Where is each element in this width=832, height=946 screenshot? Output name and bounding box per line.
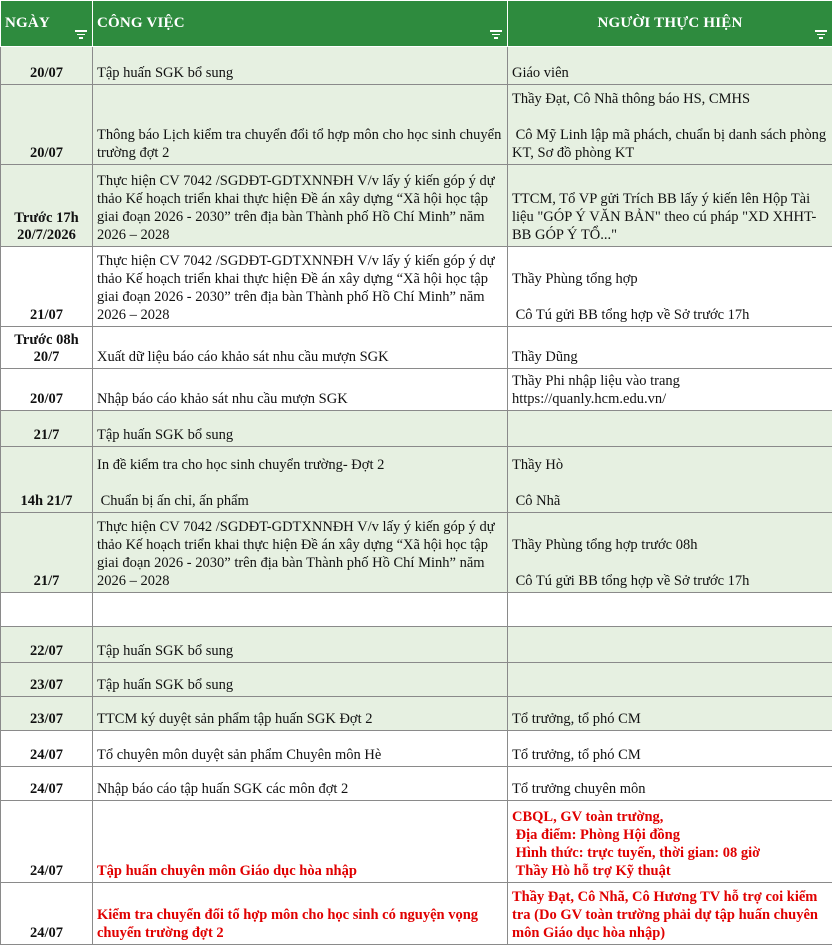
task-text: Thực hiện CV 7042 /SGDĐT-GDTXNNĐH V/v lấy ý kiến góp ý dự thảo Kế hoạch triển khai thực hiện Đề án xây dựng “Xã hội học tập giai đoạn 2026 - 2030” trên địa bàn Thành phố Hồ Chí Minh” năm 2026 – 2028 xyxy=(97,173,499,243)
assignee-cell[interactable] xyxy=(508,731,832,767)
table-row xyxy=(1,513,832,593)
assignee-cell[interactable] xyxy=(508,447,832,513)
task-cell[interactable] xyxy=(93,369,508,411)
task-cell[interactable] xyxy=(93,883,508,945)
task-cell[interactable] xyxy=(93,447,508,513)
assignee-cell[interactable] xyxy=(508,85,832,165)
assignee-text: Thầy Hò xyxy=(512,457,564,473)
task-text: Thực hiện CV 7042 /SGDĐT-GDTXNNĐH V/v lấy ý kiến góp ý dự thảo Kế hoạch triển khai thực hiện Đề án xây dựng “Xã hội học tập giai đoạn 2026 - 2030” trên địa bàn Thành phố Hồ Chí Minh” năm 2026 – 2028 xyxy=(97,253,499,323)
assignee-text: Tổ trưởng chuyên môn xyxy=(512,781,646,797)
date-cell[interactable]: 21/07 xyxy=(1,247,93,327)
assignee-text: Thầy Phi nhập liệu vào trang https://quanly.hcm.edu.vn/ xyxy=(512,373,684,407)
header-row xyxy=(1,1,832,47)
assignee-cell[interactable] xyxy=(508,327,832,369)
assignee-text: Thầy Dũng xyxy=(512,349,578,365)
assignee-text: Hình thức: trực tuyến, thời gian: 08 giờ xyxy=(512,845,761,861)
task-text: Tập huấn SGK bổ sung xyxy=(97,427,234,443)
assignee-text: Thầy Hò hỗ trợ Kỹ thuật xyxy=(512,863,671,879)
table-row xyxy=(1,47,832,85)
table-row xyxy=(1,663,832,697)
assignee-text: Thầy Đạt, Cô Nhã thông báo HS, CMHS xyxy=(512,91,751,107)
table-row xyxy=(1,369,832,411)
assignee-text: Thầy Phùng tổng hợp xyxy=(512,271,638,287)
assignee-cell[interactable] xyxy=(508,663,832,697)
task-cell[interactable] xyxy=(93,627,508,663)
date-cell[interactable]: 23/07 xyxy=(1,697,93,731)
assignee-cell[interactable] xyxy=(508,697,832,731)
assignee-text: Địa điểm: Phòng Hội đồng xyxy=(512,827,680,843)
assignee-cell[interactable] xyxy=(508,801,832,883)
table-row xyxy=(1,85,832,165)
date-cell[interactable]: 24/07 xyxy=(1,767,93,801)
task-cell[interactable] xyxy=(93,513,508,593)
assignee-text: Cô Nhã xyxy=(512,493,561,509)
task-text: Tập huấn SGK bổ sung xyxy=(97,65,234,81)
task-text: Tập huấn SGK bổ sung xyxy=(97,677,234,693)
assignee-text: Tổ trưởng, tổ phó CM xyxy=(512,711,641,727)
filter-dropdown-icon[interactable] xyxy=(74,28,88,40)
date-cell[interactable]: 24/07 xyxy=(1,883,93,945)
assignee-text: CBQL, GV toàn trường, xyxy=(512,809,664,825)
table-row xyxy=(1,165,832,247)
task-text: Chuẩn bị ấn chỉ, ấn phẩm xyxy=(97,493,249,509)
date-cell[interactable]: 24/07 xyxy=(1,731,93,767)
table-row xyxy=(1,327,832,369)
task-text xyxy=(97,474,503,492)
task-text: Xuất dữ liệu báo cáo khảo sát nhu cầu mượn SGK xyxy=(97,349,389,365)
task-cell[interactable] xyxy=(93,327,508,369)
assignee-text: Giáo viên xyxy=(512,65,569,81)
table-row xyxy=(1,593,832,627)
table-row xyxy=(1,627,832,663)
assignee-text xyxy=(512,474,828,492)
task-cell[interactable] xyxy=(93,731,508,767)
task-text: TTCM ký duyệt sản phẩm tập huấn SGK Đợt 2 xyxy=(97,711,373,727)
assignee-text: Cô Tú gửi BB tổng hợp về Sở trước 17h xyxy=(512,307,750,323)
assignee-text: Cô Tú gửi BB tổng hợp về Sở trước 17h xyxy=(512,573,750,589)
assignee-cell[interactable] xyxy=(508,165,832,247)
task-text: Thông báo Lịch kiểm tra chuyển đổi tổ hợp môn cho học sinh chuyển trường đợt 2 xyxy=(97,127,505,161)
table-row xyxy=(1,411,832,447)
assignee-cell[interactable] xyxy=(508,593,832,627)
task-text: Nhập báo cáo tập huấn SGK các môn đợt 2 xyxy=(97,781,349,797)
assignee-text xyxy=(512,554,828,572)
assignee-text: Cô Mỹ Linh lập mã phách, chuẩn bị danh sách phòng KT, Sơ đồ phòng KT xyxy=(512,127,830,161)
date-cell[interactable]: 22/07 xyxy=(1,627,93,663)
table-row xyxy=(1,731,832,767)
task-cell[interactable] xyxy=(93,767,508,801)
task-text: Tập huấn chuyên môn Giáo dục hòa nhập xyxy=(97,863,357,879)
date-cell[interactable]: 21/7 xyxy=(1,513,93,593)
assignee-text: TTCM, Tổ VP gửi Trích BB lấy ý kiến lên Hộp Tài liệu "GÓP Ý VĂN BẢN" theo cú pháp "XD XHHT- BB GÓP Ý TỔ..." xyxy=(512,191,821,243)
date-cell[interactable] xyxy=(1,593,93,627)
date-cell[interactable]: Trước 08h 20/7 xyxy=(1,327,93,369)
task-cell[interactable] xyxy=(93,85,508,165)
task-cell[interactable] xyxy=(93,47,508,85)
assignee-cell[interactable] xyxy=(508,369,832,411)
column-header-who[interactable] xyxy=(508,1,832,47)
task-text: In đề kiểm tra cho học sinh chuyển trường- Đợt 2 xyxy=(97,457,385,473)
column-header-task[interactable] xyxy=(93,1,508,47)
task-cell[interactable] xyxy=(93,801,508,883)
table-row xyxy=(1,767,832,801)
task-cell[interactable] xyxy=(93,247,508,327)
date-cell[interactable]: 24/07 xyxy=(1,801,93,883)
date-cell[interactable]: Trước 17h 20/7/2026 xyxy=(1,165,93,247)
column-header-date[interactable] xyxy=(1,1,93,47)
task-text: Tổ chuyên môn duyệt sản phẩm Chuyên môn Hè xyxy=(97,747,382,763)
task-cell[interactable] xyxy=(93,593,508,627)
task-text: Nhập báo cáo khảo sát nhu cầu mượn SGK xyxy=(97,391,348,407)
assignee-cell[interactable] xyxy=(508,513,832,593)
task-cell[interactable] xyxy=(93,165,508,247)
date-cell[interactable]: 21/7 xyxy=(1,411,93,447)
task-text: Tập huấn SGK bổ sung xyxy=(97,643,234,659)
task-text: Thực hiện CV 7042 /SGDĐT-GDTXNNĐH V/v lấy ý kiến góp ý dự thảo Kế hoạch triển khai thực hiện Đề án xây dựng “Xã hội học tập giai đoạn 2026 - 2030” trên địa bàn Thành phố Hồ Chí Minh” năm 2026 – 2028 xyxy=(97,519,499,589)
assignee-text: Thầy Đạt, Cô Nhã, Cô Hương TV hỗ trợ coi kiểm tra (Do GV toàn trường phải dự tập huấn chuyên môn Giáo dục hòa nhập) xyxy=(512,889,822,941)
date-cell[interactable]: 20/07 xyxy=(1,47,93,85)
assignee-cell[interactable] xyxy=(508,247,832,327)
assignee-cell[interactable] xyxy=(508,627,832,663)
table-row xyxy=(1,247,832,327)
filter-dropdown-icon[interactable] xyxy=(489,28,503,40)
column-header-date-label: NGÀY xyxy=(5,15,50,31)
assignee-cell[interactable] xyxy=(508,411,832,447)
date-cell[interactable]: 20/07 xyxy=(1,369,93,411)
assignee-text: Tổ trưởng, tổ phó CM xyxy=(512,747,641,763)
assignee-text xyxy=(512,288,828,306)
task-cell[interactable] xyxy=(93,663,508,697)
assignee-cell[interactable] xyxy=(508,47,832,85)
assignee-text xyxy=(512,108,828,126)
date-cell[interactable]: 20/07 xyxy=(1,85,93,165)
date-cell[interactable]: 23/07 xyxy=(1,663,93,697)
assignee-cell[interactable] xyxy=(508,883,832,945)
column-header-who-label: NGƯỜI THỰC HIỆN xyxy=(597,15,743,31)
table-row xyxy=(1,801,832,883)
table-row xyxy=(1,883,832,945)
assignee-text: Thầy Phùng tổng hợp trước 08h xyxy=(512,537,698,553)
filter-dropdown-icon[interactable] xyxy=(814,28,828,40)
assignee-cell[interactable] xyxy=(508,767,832,801)
column-header-task-label: CÔNG VIỆC xyxy=(97,15,185,31)
date-cell[interactable]: 14h 21/7 xyxy=(1,447,93,513)
task-text: Kiểm tra chuyển đổi tổ hợp môn cho học sinh có nguyện vọng chuyển trường đợt 2 xyxy=(97,907,482,941)
task-cell[interactable] xyxy=(93,697,508,731)
table-row xyxy=(1,447,832,513)
task-cell[interactable] xyxy=(93,411,508,447)
table-row xyxy=(1,697,832,731)
